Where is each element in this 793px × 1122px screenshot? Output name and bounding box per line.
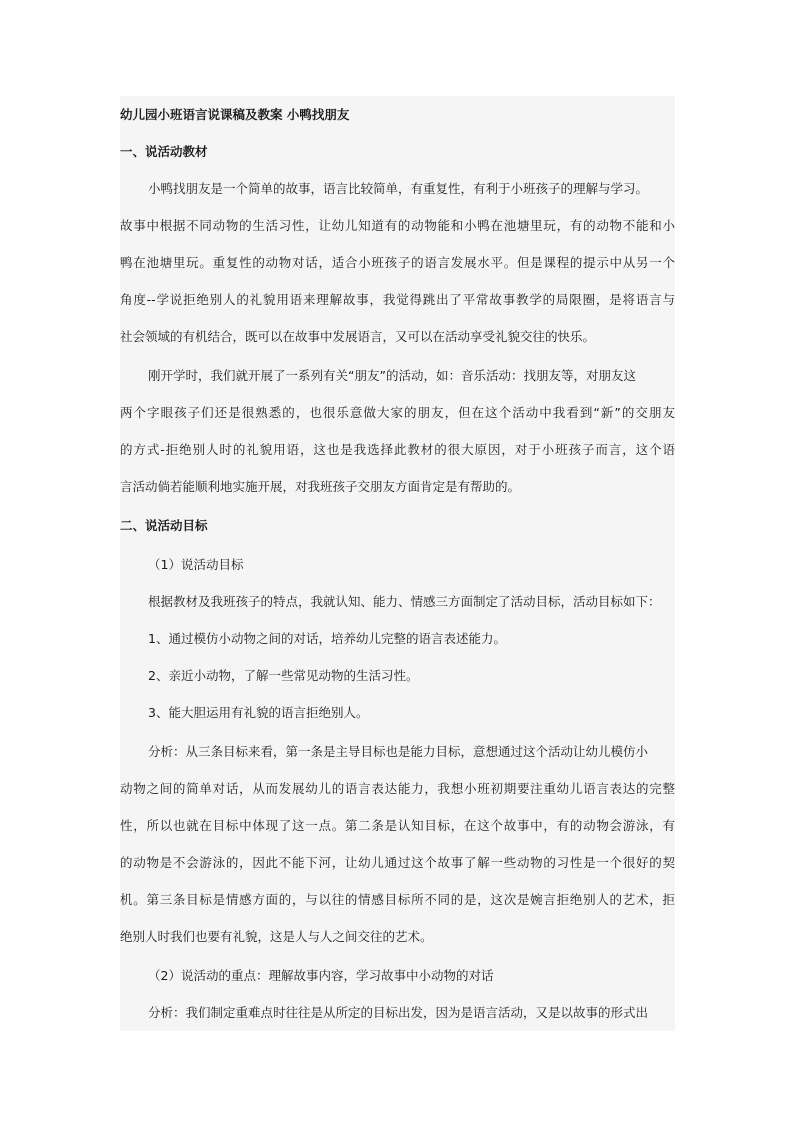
paragraph-line: 鸭在池塘里玩。重复性的动物对话，适合小班孩子的语言发展水平。但是课程的提示中从另一个 [120,255,675,270]
paragraph-line: 社会领域的有机结合，既可以在故事中发展语言，又可以在活动享受礼貌交往的快乐。 [120,329,596,344]
subsection-heading: （2）说活动的重点：理解故事内容，学习故事中小动物的对话 [148,968,494,983]
paragraph-line: 的方式-拒绝别人时的礼貌用语，这也是我选择此教材的很大原因，对于小班孩子而言，这个语 [120,442,675,457]
paragraph-line: 分析：我们制定重难点时往往是从所定的目标出发，因为是语言活动，又是以故事的形式出 [148,1005,649,1020]
paragraph-line: 刚开学时，我们就开展了一系列有关“朋友”的活动，如：音乐活动：找朋友等，对朋友这 [148,368,636,383]
paragraph-line: 动物之间的简单对话，从而发展幼儿的语言表达能力，我想小班初期要注重幼儿语言表达的完整 [120,781,675,796]
paragraph-line: 角度--学说拒绝别人的礼貌用语来理解故事，我觉得跳出了平常故事教学的局限圈，是将语言与 [120,292,675,307]
section-heading-activity-goals: 二、说活动目标 [120,518,208,533]
paragraph-line: 言活动倘若能顺利地实施开展，对我班孩子交朋友方面肯定是有帮助的。 [120,479,521,494]
paragraph-line: 故事中根据不同动物的生活习性，让幼儿知道有的动物能和小鸭在池塘里玩，有的动物不能和小 [120,218,675,233]
paragraph-line: 分析：从三条目标来看，第一条是主导目标也是能力目标，意想通过这个活动让幼儿模仿小 [148,744,649,759]
subsection-heading: （1）说活动目标 [148,557,244,572]
document-page [120,96,675,1031]
paragraph-line: 机。第三条目标是情感方面的，与以往的情感目标所不同的是，这次是婉言拒绝别人的艺术，拒 [120,892,675,907]
paragraph-line: 小鸭找朋友是一个简单的故事，语言比较简单，有重复性，有利于小班孩子的理解与学习。 [148,181,649,196]
paragraph-line: 绝别人时我们也要有礼貌，这是人与人之间交往的艺术。 [120,929,433,944]
paragraph-line: 根据教材及我班孩子的特点，我就认知、能力、情感三方面制定了活动目标，活动目标如下： [148,594,661,609]
paragraph-line: 两个字眼孩子们还是很熟悉的，也很乐意做大家的朋友，但在这个活动中我看到“新”的交朋友 [120,405,675,420]
goal-item: 1、通过模仿小动物之间的对话，培养幼儿完整的语言表述能力。 [148,631,506,646]
goal-item: 2、亲近小动物，了解一些常见动物的生活习性。 [148,668,419,683]
document-title: 幼儿园小班语言说课稿及教案 小鸭找朋友 [120,107,350,122]
section-heading-teaching-material: 一、说活动教材 [120,144,208,159]
goal-item: 3、能大胆运用有礼貌的语言拒绝别人。 [148,705,369,720]
paragraph-line: 性，所以也就在目标中体现了这一点。第二条是认知目标，在这个故事中，有的动物会游泳，有 [120,818,675,833]
paragraph-line: 的动物是不会游泳的，因此不能下河，让幼儿通过这个故事了解一些动物的习性是一个很好的契 [120,855,675,870]
